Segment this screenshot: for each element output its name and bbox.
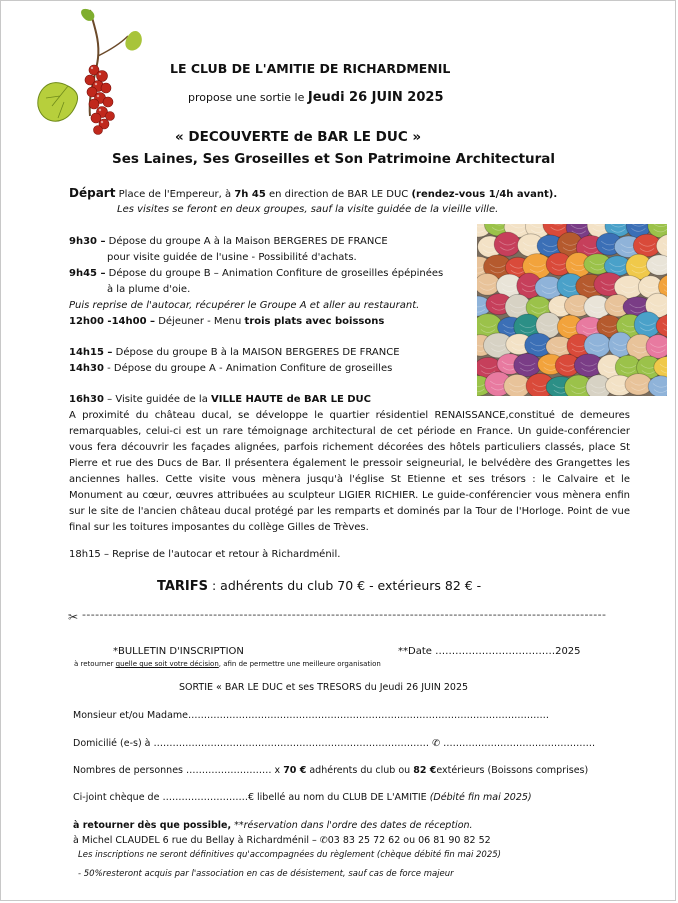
desc-14h30: - Dépose du groupe A - Animation Confiture de groseilles [107,363,393,374]
visit-paragraph: A proximité du château ducal, se développe le quartier résidentiel RENAISSANCE,constitué de demeures remarquables, celui-ci est un rare témoignage architectural de cet période en France. Un guide-conférencier vous fera découvrir les façades alignées, parfois richement décorées des hôtels particuliers classés, place St Pierre et rue des Ducs de Bar. Il présentera également le pressoir seigneurial, le belvédère des Grangettes les anciennes halles. Cette visite vous mènera jusqu'à l'église St Etienne et ses trésors : le Calvaire et le Monument au cœur, œuvres attribuées au sculpteur LIGIER RICHIER. Le guide-conférencier vous mènera enfin sur le site de l'ancien château ducal protégé par les remparts et dominés par la Tour de l'Horloge. Point de vue final sur les toitures imposantes du collège Gilles de Trèves. [69,410,630,533]
cut-line: ------------------------------------------------------------------------------------------------------------------------ [82,608,607,621]
time-9h45: 9h45 – [69,268,106,279]
domicile-line[interactable] [73,738,595,749]
scissors-icon: ✂ [68,610,79,624]
retour-text: à retourner dès que possible, [73,820,232,831]
club-name: LE CLUB DE L'AMITIE DE RICHARDMENIL [170,61,451,76]
program-14h15 [69,347,400,358]
yarn-ball [646,335,667,359]
event-title: « DECOUVERTE de BAR LE DUC » [175,129,422,145]
retour-line [73,820,473,831]
depart-label: Départ [69,186,116,200]
program-9h45 [69,268,443,279]
cheque-field[interactable]: Ci-joint chèque de ………………………€ libellé au nom du [73,792,340,803]
time-9h30: 9h30 – [69,236,106,247]
price-adherent: 70 € [283,765,307,776]
contact-address: à Michel CLAUDEL 6 rue du Bellay à Richardménil – ✆03 83 25 72 62 ou 06 81 90 82 52 [73,835,491,846]
desc-9h30-b: pour visite guidée de l'usine - Possibilité d'achats. [107,252,357,263]
date-field[interactable]: **Date ………………………………2025 [398,646,581,657]
time-16h30: 16h30 [69,394,104,405]
reprise-note: Puis reprise de l'autocar, récupérer le Groupe A et aller au restaurant. [69,300,420,311]
desc-9h30: Dépose du groupe A à la Maison BERGERES DE FRANCE [108,236,388,247]
time-dejeuner: 12h00 -14h00 – [69,316,156,327]
inscriptions-note: Les inscriptions ne seront définitives qu'accompagnées du règlement (chèque débité fin mai 2025) [78,850,501,860]
time-14h30: 14h30 [69,363,104,374]
personnes-field[interactable]: Nombres de personnes ……………………… x [73,765,281,776]
yarn-ball [494,232,520,256]
return-note-pre: à retourner [74,660,114,668]
desc-14h15: Dépose du groupe B à la MAISON BERGERES DE FRANCE [115,347,400,358]
program-dejeuner [69,316,384,327]
depart-note: Les visites se feront en deux groupes, sauf la visite guidée de la vieille ville. [117,204,499,215]
personnes-line[interactable] [73,765,588,776]
bulletin-title: *BULLETIN D'INSCRIPTION [113,646,244,657]
cheque-line[interactable] [73,792,532,803]
reservation-note: **réservation dans l'ordre des dates de réception. [234,820,473,831]
redcurrant-branch-icon [28,6,146,146]
depart-destination: en direction de BAR LE DUC [269,189,409,200]
telephone-field[interactable]: ………………………………………… [443,738,596,749]
desc-dejeuner: Déjeuner - Menu [158,316,242,327]
form-sortie-title: SORTIE « BAR LE DUC et ses TRESORS du Jeudi 26 JUIN 2025 [179,682,469,693]
program-9h30 [69,236,388,247]
event-subtitle: Ses Laines, Ses Groseilles et Son Patrimoine Architectural [112,151,556,167]
return-note-post: , afin de permettre une meilleure organisation [218,660,381,668]
tarifs-text: : adhérents du club 70 € - extérieurs 82 € - [212,578,482,593]
propose-text: propose une sortie le [188,91,305,104]
time-14h15: 14h15 – [69,347,113,358]
yarn-ball [514,353,541,376]
depart-rdv: (rendez-vous 1/4h avant). [411,189,558,200]
telephone-icon: ✆ [432,738,441,749]
tarifs-label: TARIFS [157,579,209,594]
return-note [74,660,381,668]
monsieur-field[interactable]: Monsieur et/ou Madame…………………………………………………………………………………………………… [73,710,550,721]
tarifs-line [157,578,481,594]
desc-16h30: – Visite guidée de la [107,394,208,405]
menu-details: trois plats avec boissons [244,316,385,327]
cheque-debit-note: (Débité fin mai 2025) [429,792,532,803]
program-16h30 [69,394,371,405]
yarn-balls-photo [477,224,667,396]
depart-line [69,186,557,200]
program-14h30 [69,363,392,374]
return-note-underlined: quelle que soit votre décision [115,660,219,668]
price-exterieur: 82 € [413,765,437,776]
visit-title: VILLE HAUTE de BAR LE DUC [211,394,372,405]
personnes-mid: adhérents du club ou [309,765,411,776]
desc-9h45: Dépose du groupe B – Animation Confiture de groseilles épépinées [108,268,444,279]
program-18h15: 18h15 – Reprise de l'autocar et retour à Richardménil. [69,549,341,560]
domicile-field[interactable]: Domicilié (e-s) à …………………………………………………………………………… [73,738,430,749]
event-date: Jeudi 26 JUIN 2025 [307,90,444,105]
personnes-end: extérieurs (Boissons comprises) [436,765,589,776]
depart-time: 7h 45 [234,189,266,200]
desc-9h45-b: à la plume d'oie. [107,284,191,295]
desistement-note: - 50%resteront acquis par l'association en cas de désistement, sauf cas de force majeur [78,869,454,879]
depart-text: Place de l'Empereur, à [118,189,232,200]
propose-line [188,90,444,105]
cheque-payee: CLUB DE L'AMITIE [342,792,427,803]
